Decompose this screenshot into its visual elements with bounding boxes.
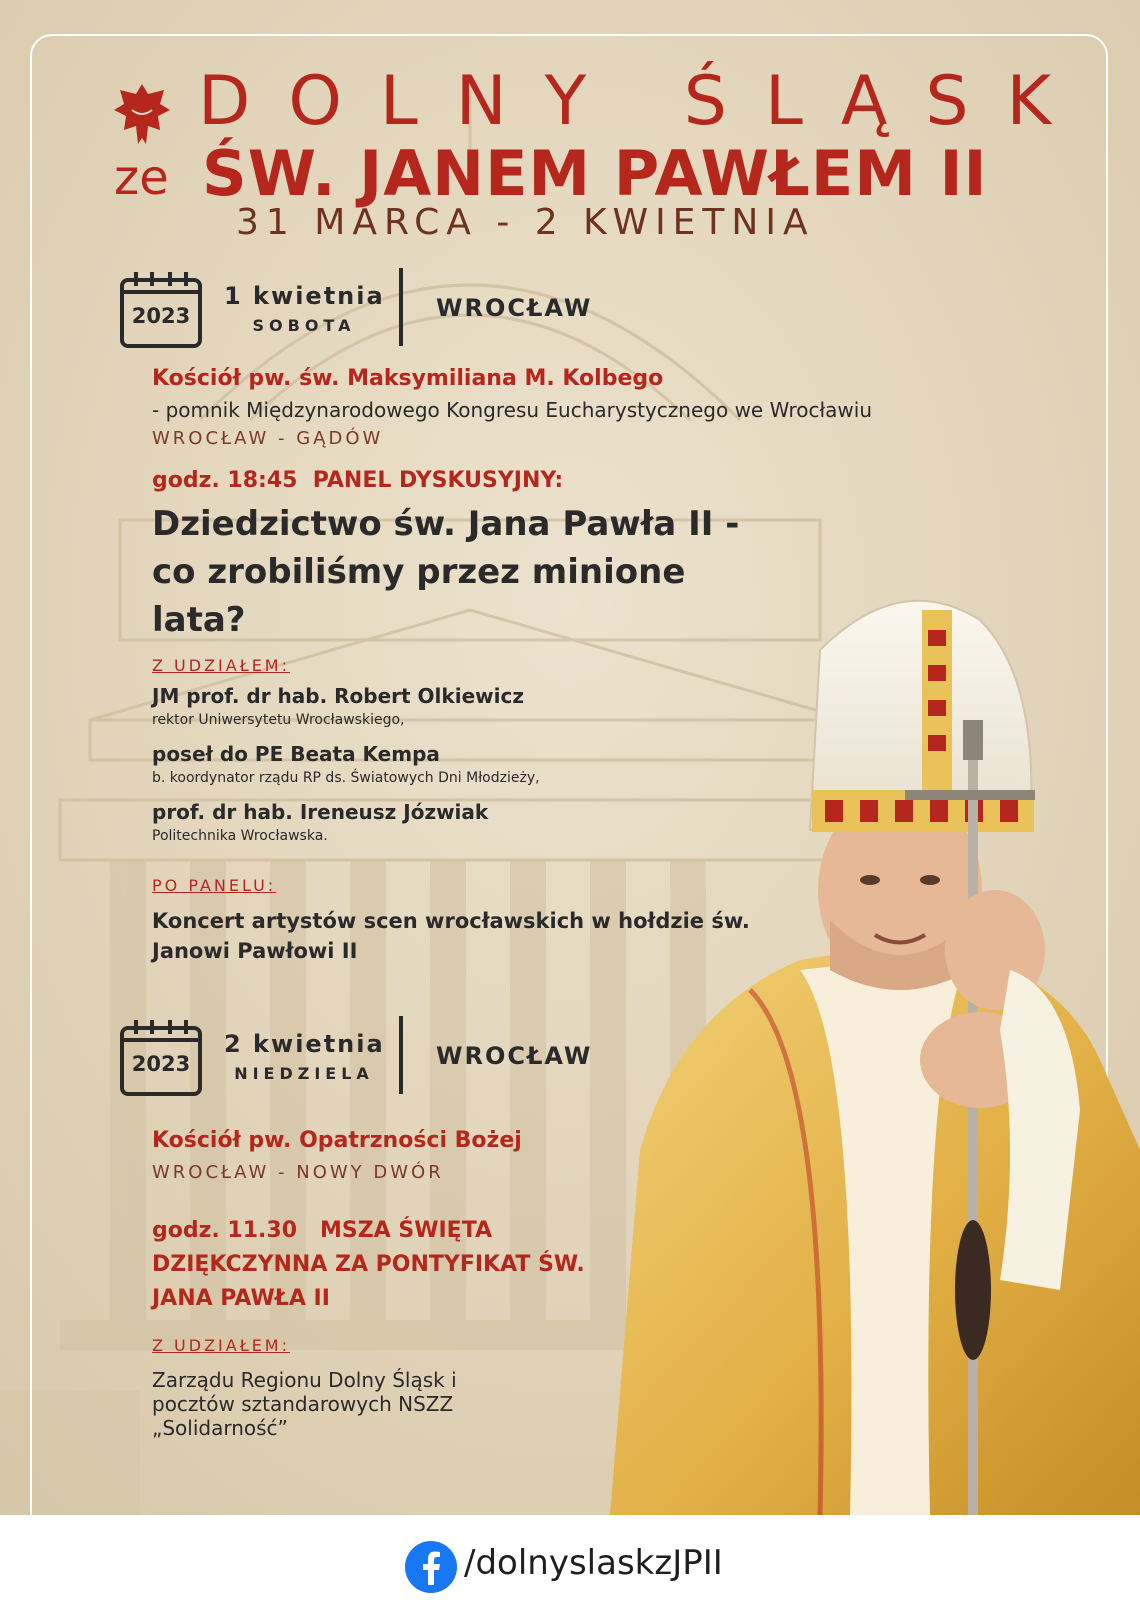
title-dolny-slask: DOLNY ŚLĄSK (198, 62, 1090, 141)
participant-name: prof. dr hab. Ireneusz Józwiak (152, 800, 489, 824)
day2-weekday: NIEDZIELA (234, 1064, 374, 1083)
mass-info: godz. 11.30 MSZA ŚWIĘTA DZIĘKCZYNNA ZA PONTYFIKAT ŚW. JANA PAWŁA II (152, 1218, 593, 1311)
day1-weekday: SOBOTA (252, 316, 356, 335)
panel-title: Dziedzictwo św. Jana Pawła II - co zrobiliśmy przez minione lata? (152, 504, 740, 640)
divider (399, 268, 403, 346)
participant-name: JM prof. dr hab. Robert Olkiewicz (152, 684, 524, 708)
calendar-icon (120, 1018, 202, 1096)
day2-city: WROCŁAW (436, 1042, 593, 1070)
silesian-eagle-icon (114, 80, 170, 148)
day1-date: 1 kwietnia (224, 282, 385, 310)
participant-role: rektor Uniwersytetu Wrocławskiego, (152, 712, 405, 728)
participant-role: b. koordynator rządu RP ds. Światowych Dni Młodzieży, (152, 770, 540, 786)
day1-district: WROCŁAW - GĄDÓW (152, 428, 384, 449)
day1-church: Kościół pw. św. Maksymiliana M. Kolbego (152, 366, 664, 391)
calendar-year: 2023 (131, 304, 191, 328)
footer (0, 1515, 1140, 1612)
day2-date: 2 kwietnia (224, 1030, 385, 1058)
day1-monument: - pomnik Międzynarodowego Kongresu Eucharystycznego we Wrocławiu (152, 398, 873, 422)
facebook-icon[interactable] (405, 1541, 457, 1593)
after-panel-label: PO PANELU: (152, 876, 277, 895)
pope-portrait-image (600, 590, 1140, 1515)
day2-church: Kościół pw. Opatrzności Bożej (152, 1128, 522, 1153)
day2-participants-label: Z UDZIAŁEM: (152, 1336, 290, 1355)
day1-event-time: godz. 18:45 PANEL DYSKUSYJNY: (152, 468, 564, 493)
facebook-handle-link[interactable]: /dolnyslaskzJPII (464, 1543, 723, 1583)
day1-city: WROCŁAW (436, 294, 593, 322)
day2-district: WROCŁAW - NOWY DWÓR (152, 1162, 444, 1183)
concert-info: Koncert artystów scen wrocławskich w hołdzie św. Janowi Pawłowi II (152, 909, 750, 963)
day2-participants: Zarządu Regionu Dolny Śląsk i pocztów sztandarowych NSZZ „Solidarność” (152, 1368, 457, 1440)
calendar-icon (120, 270, 202, 348)
title-jan-pawel: ŚW. JANEM PAWŁEM II (202, 137, 988, 210)
day1-participants-label: Z UDZIAŁEM: (152, 656, 290, 675)
divider (399, 1016, 403, 1094)
participant-name: poseł do PE Beata Kempa (152, 742, 440, 766)
participant-role: Politechnika Wrocławska. (152, 828, 328, 844)
event-date-range: 31 MARCA - 2 KWIETNIA (236, 202, 815, 243)
calendar-year: 2023 (131, 1052, 191, 1076)
title-ze: ze (114, 150, 169, 206)
